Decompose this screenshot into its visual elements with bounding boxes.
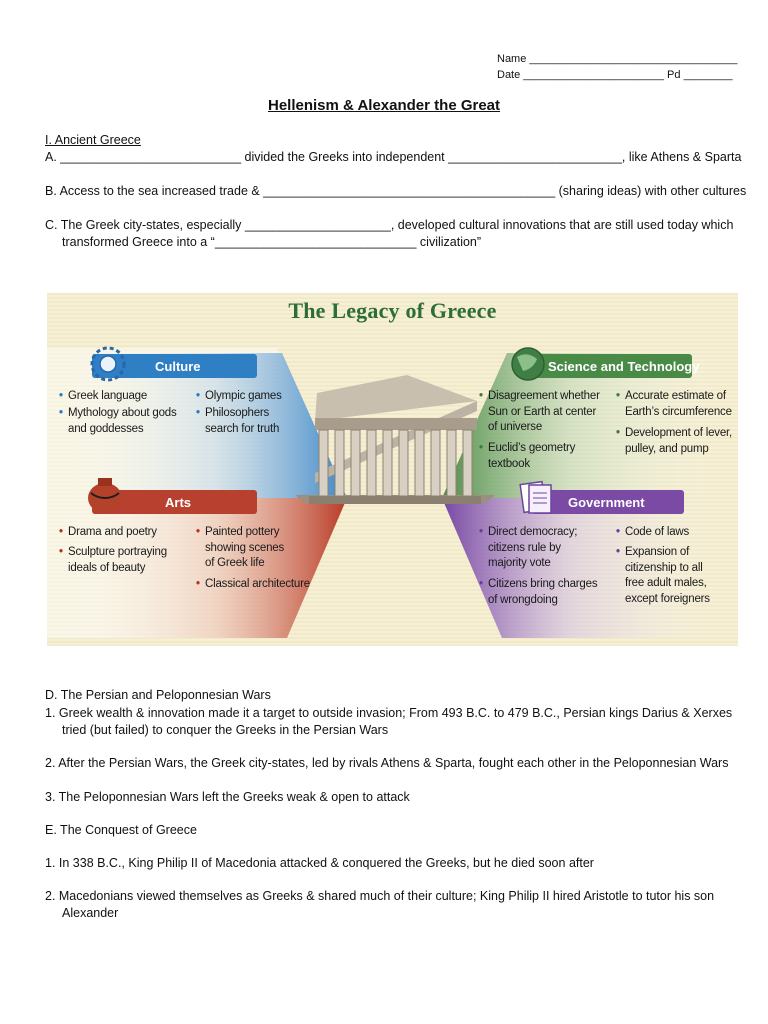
wars-item-1-line2: tried (but failed) to conquer the Greeks in the Persian Wars	[62, 723, 389, 737]
item-c-line2: transformed Greece into a “_____________________________ civilization”	[62, 235, 482, 249]
culture-tab-label: Culture	[155, 359, 201, 374]
item-b: B. Access to the sea increased trade & __________________________________________ (sharing ideas) with other cultures	[45, 184, 747, 198]
section-heading-wars: D. The Persian and Peloponnesian Wars	[45, 688, 271, 702]
list-item: • Olympic games	[205, 389, 282, 405]
list-item: • Philosophers search for truth	[205, 406, 279, 437]
list-item: • Painted pottery showing scenes of Greek life	[205, 525, 284, 572]
legacy-of-greece-figure	[47, 293, 738, 646]
list-item: • Drama and poetry	[68, 525, 157, 541]
list-item: • Development of lever, pulley, and pump	[625, 426, 732, 457]
list-item: • Citizens bring charges of wrongdoing	[488, 577, 597, 608]
conquest-item-1: 1. In 338 B.C., King Philip II of Macedonia attacked & conquered the Greeks, but he died soon after	[45, 856, 594, 870]
list-item: • Accurate estimate of Earth’s circumference	[625, 389, 732, 420]
government-tab-label: Government	[568, 495, 645, 510]
list-item: • Sculpture portraying ideals of beauty	[68, 545, 167, 576]
science-tab-label: Science and Technology	[548, 359, 700, 374]
section-heading-conquest: E. The Conquest of Greece	[45, 823, 197, 837]
item-a: A. __________________________ divided the Greeks into independent _________________________, like Athens & Sparta	[45, 150, 742, 164]
list-item: • Direct democracy; citizens rule by majority vote	[488, 525, 577, 572]
list-item: • Expansion of citizenship to all free adult males, except foreigners	[625, 545, 710, 607]
globe-icon	[512, 348, 544, 380]
legacy-title: The Legacy of Greece	[288, 298, 497, 323]
list-item: • Euclid’s geometry textbook	[488, 441, 575, 472]
wars-item-3: 3. The Peloponnesian Wars left the Greeks weak & open to attack	[45, 790, 410, 804]
name-field-label: Name __________________________________	[497, 53, 738, 65]
conquest-item-2-line1: 2. Macedonians viewed themselves as Greeks & shared much of their culture; King Philip II hired Aristotle to tutor his son	[45, 889, 715, 903]
list-item: • Greek language	[68, 389, 147, 405]
conquest-item-2-line2: Alexander	[62, 906, 119, 920]
list-item: • Disagreement whether Sun or Earth at center of universe	[488, 389, 600, 436]
item-c-line1: C. The Greek city-states, especially _____________________, developed cultural innovations that are still used today which	[45, 218, 734, 232]
date-period-label: Date _______________________ Pd ________	[497, 69, 733, 81]
wars-item-2: 2. After the Persian Wars, the Greek city-states, led by rivals Athens & Sparta, fought each other in the Peloponnesian Wars	[45, 756, 729, 770]
list-item: • Code of laws	[625, 525, 689, 541]
list-item: • Mythology about gods and goddesses	[68, 406, 177, 437]
section-heading-ancient-greece: I. Ancient Greece	[45, 133, 141, 147]
arts-tab-label: Arts	[165, 495, 192, 510]
wars-item-1-line1: 1. Greek wealth & innovation made it a target to outside invasion; From 493 B.C. to 479 B.C., Persian kings Darius & Xerxes	[45, 706, 733, 720]
documents-icon	[520, 482, 551, 513]
page-title: Hellenism & Alexander the Great	[267, 97, 501, 114]
list-item: • Classical architecture	[205, 577, 310, 593]
